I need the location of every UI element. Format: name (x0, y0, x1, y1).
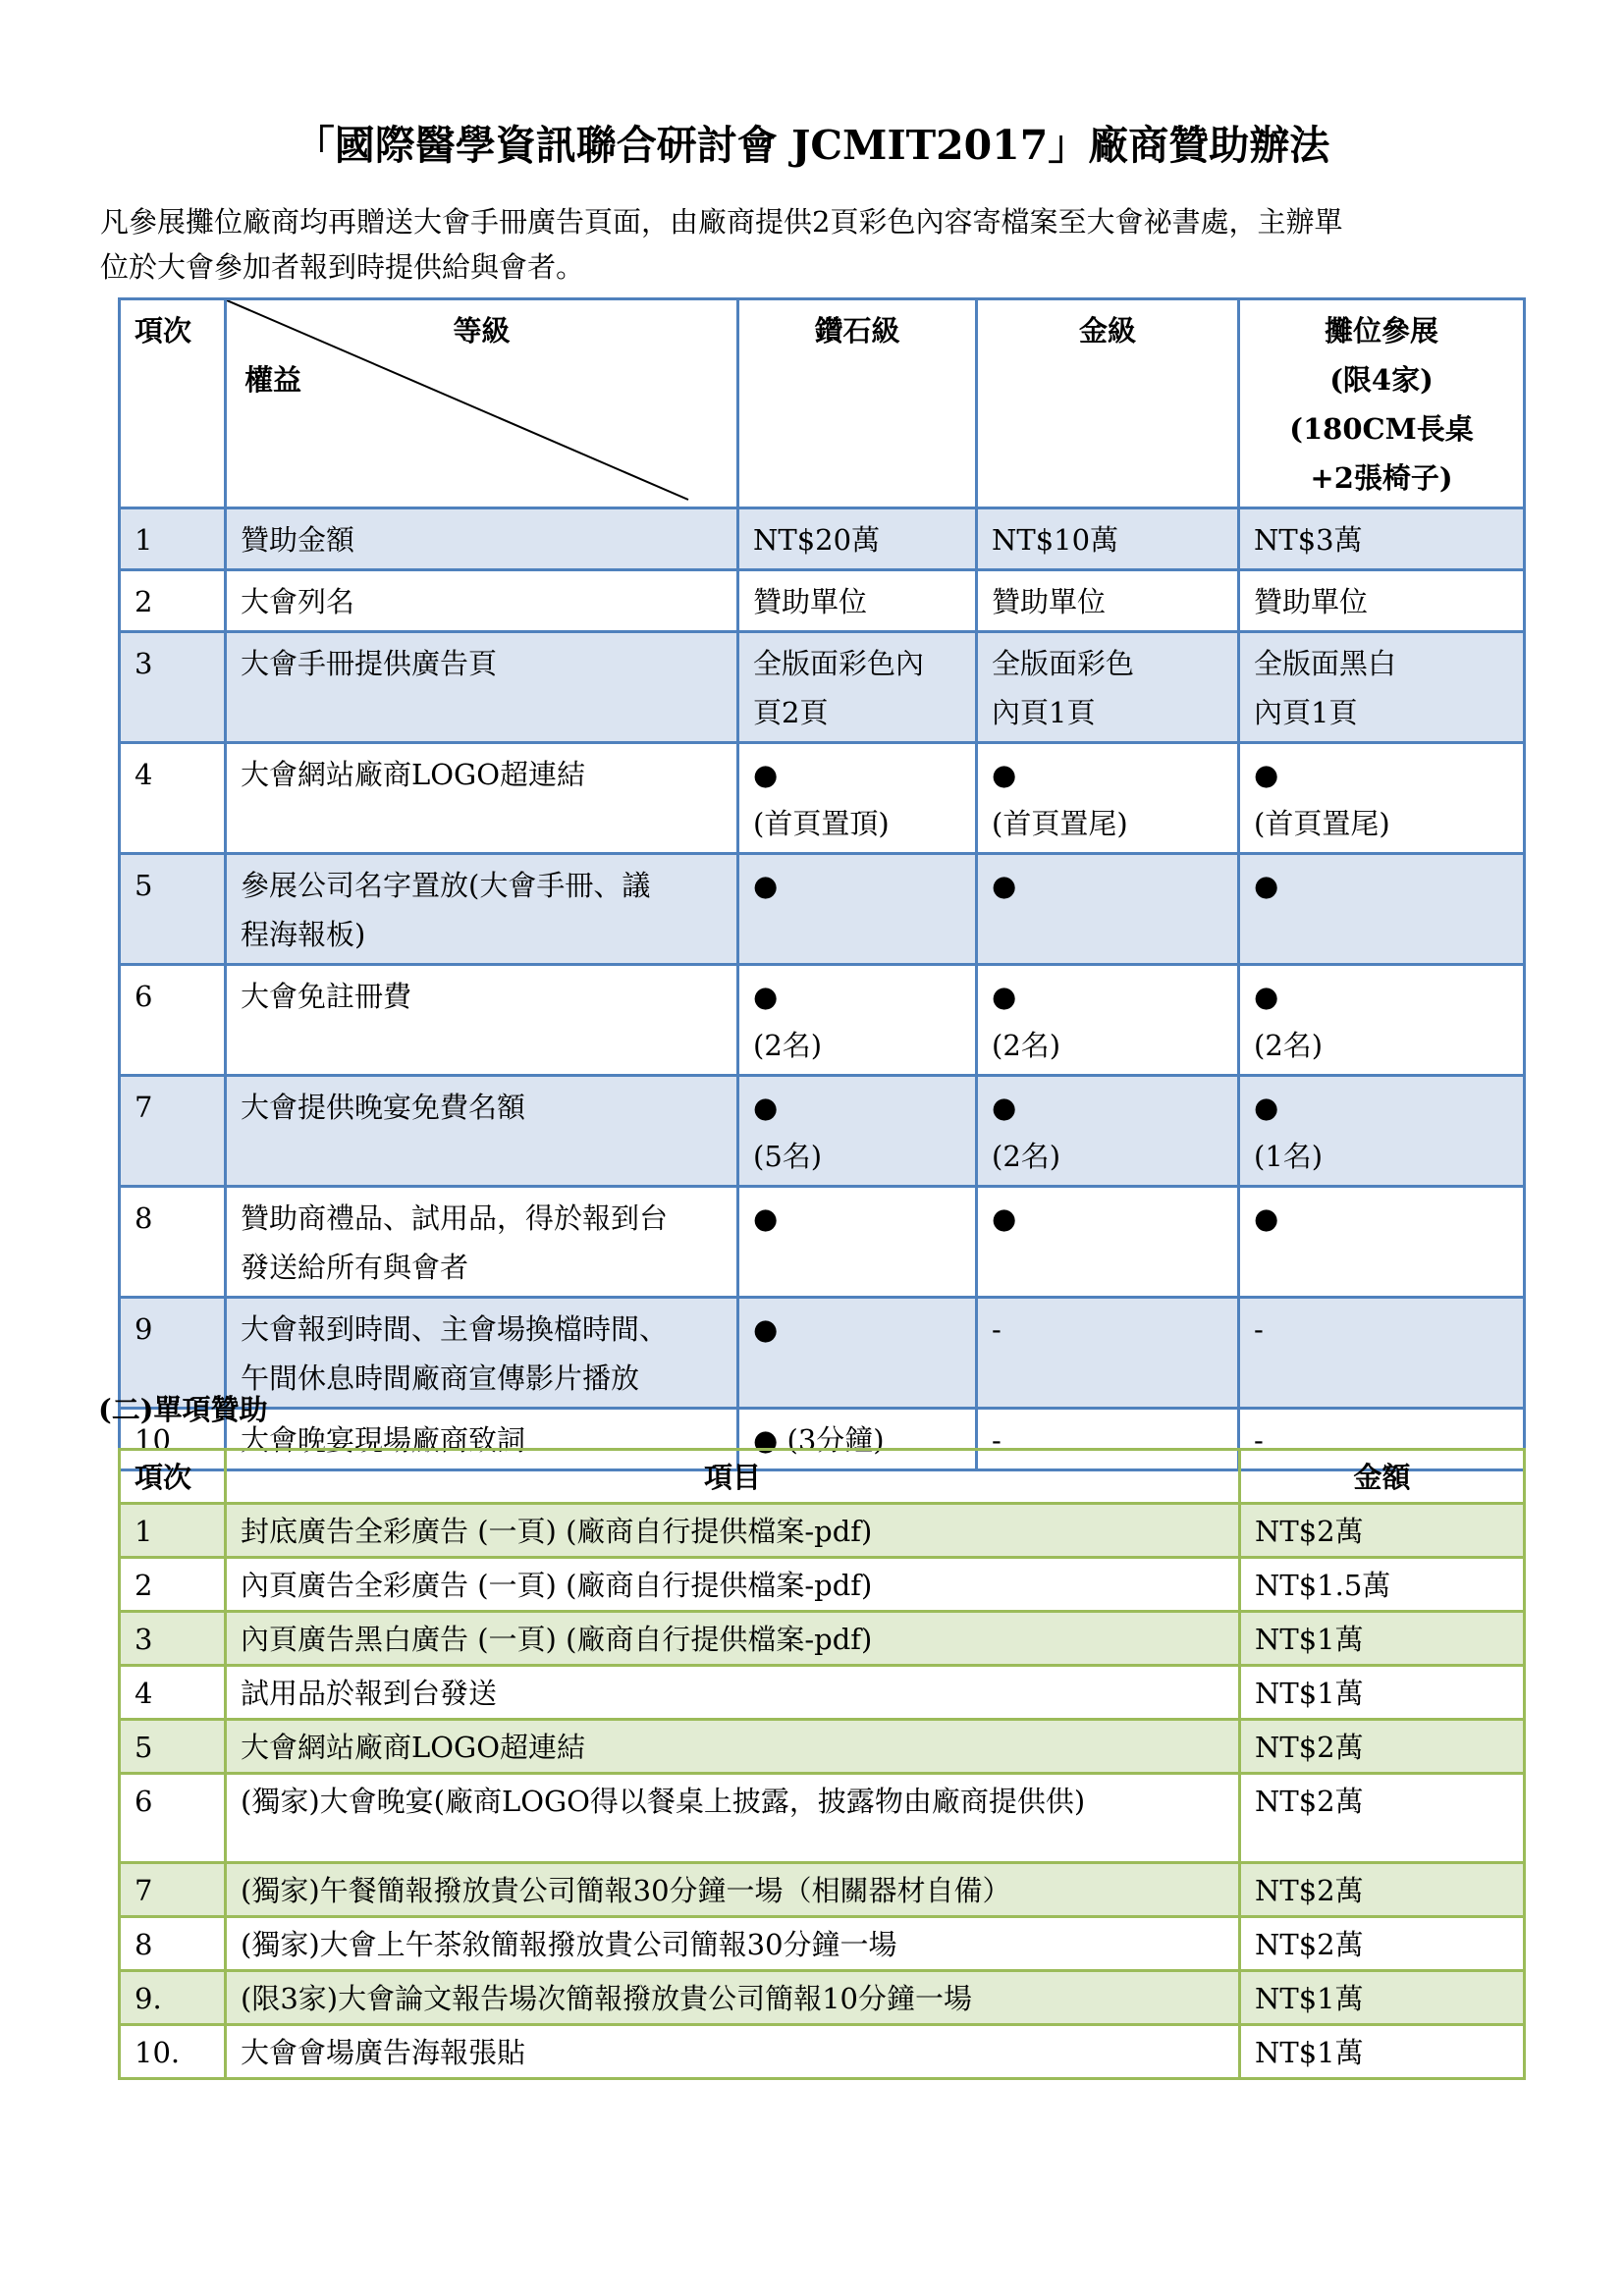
item-amount-text: NT$2萬 (1255, 1515, 1364, 1548)
cell-gold-line: (2名) (992, 1140, 1061, 1173)
tier-table-row (120, 854, 1525, 965)
cell-booth-line: - (1254, 1312, 1264, 1346)
cell-gold-line: (首頁置尾) (992, 807, 1128, 840)
item-amount (1240, 1971, 1525, 2025)
intro-line: 位於大會參加者報到時提供給與會者。 (100, 250, 585, 284)
cell-booth-line: ● (1254, 758, 1279, 791)
cell-item-line: 程海報板) (241, 918, 366, 951)
header-item: 項目 (226, 1450, 1240, 1504)
cell-booth-line: ● (1254, 980, 1279, 1013)
row-number (120, 1863, 226, 1917)
cell-item (226, 508, 738, 570)
item-amount-text: NT$2萬 (1255, 1928, 1364, 1961)
cell-gold-line: ● (992, 980, 1017, 1013)
row-number-text: 2 (135, 1569, 153, 1602)
cell-booth-line: - (1254, 1423, 1264, 1457)
row-number-text: 1 (135, 1515, 153, 1548)
item-table-row (120, 1504, 1525, 1558)
row-number-text: 8 (135, 1928, 153, 1961)
tier-table-header-row (120, 299, 1525, 508)
cell-gold (977, 508, 1239, 570)
row-number (120, 1720, 226, 1774)
cell-diamond (738, 570, 977, 632)
item-amount (1240, 1504, 1525, 1558)
cell-booth-line: ● (1254, 1201, 1279, 1235)
item-amount-text: NT$2萬 (1255, 1731, 1364, 1764)
cell-gold (977, 1187, 1239, 1298)
sponsorship-tier-table (118, 297, 1526, 1471)
cell-item-line: 贊助金額 (241, 523, 355, 557)
cell-gold (977, 743, 1239, 854)
cell-booth-line: 全版面黑白 (1254, 647, 1397, 680)
cell-booth-line: (1名) (1254, 1140, 1324, 1173)
cell-item (226, 1076, 738, 1187)
cell-booth (1239, 965, 1525, 1076)
cell-gold-line: 贊助單位 (992, 585, 1107, 618)
cell-gold-line: ● (992, 758, 1017, 791)
cell-diamond (738, 632, 977, 743)
item-amount (1240, 1774, 1525, 1863)
header-booth-line: +2張椅子) (1310, 461, 1453, 495)
cell-diamond-line: ● (753, 980, 779, 1013)
cell-item-line: 大會網站廠商LOGO超連結 (241, 758, 585, 791)
row-number-text: 9. (135, 1982, 162, 2015)
cell-diamond-line: ● (753, 1312, 779, 1346)
item-amount-text: NT$1萬 (1255, 1677, 1364, 1710)
cell-diamond (738, 854, 977, 965)
row-number-text: 4 (135, 1677, 153, 1710)
item-amount (1240, 2025, 1525, 2079)
cell-diamond (738, 1298, 977, 1409)
cell-diamond (738, 965, 977, 1076)
item-description (226, 1504, 1240, 1558)
header-gold: 金級 (977, 299, 1239, 508)
item-description (226, 1971, 1240, 2025)
item-description (226, 1666, 1240, 1720)
tier-table-row (120, 965, 1525, 1076)
item-description (226, 2025, 1240, 2079)
header-booth (1239, 299, 1525, 508)
row-number (120, 1774, 226, 1863)
item-amount (1240, 1666, 1525, 1720)
cell-diamond-line: 頁2頁 (753, 696, 829, 729)
intro-line: 凡參展攤位廠商均再贈送大會手冊廣告頁面，由廠商提供2頁彩色內容寄檔案至大會祕書處，主辦單 (100, 205, 1343, 239)
cell-item-line: 贊助商禮品、試用品，得於報到台 (241, 1201, 669, 1235)
item-description (226, 1720, 1240, 1774)
cell-diamond-line: ● (3分鐘) (753, 1423, 885, 1457)
item-description-text: (限3家)大會論文報告場次簡報撥放貴公司簡報10分鐘一場 (241, 1982, 972, 2015)
cell-diamond-line: (5名) (753, 1140, 823, 1173)
cell-diamond (738, 743, 977, 854)
tier-table-row (120, 1076, 1525, 1187)
cell-gold (977, 570, 1239, 632)
row-number: 8 (120, 1187, 226, 1298)
cell-diamond-line: NT$20萬 (753, 523, 881, 557)
cell-booth-line: 內頁1頁 (1254, 696, 1358, 729)
row-number: 4 (120, 743, 226, 854)
tier-table-row (120, 570, 1525, 632)
cell-booth (1239, 508, 1525, 570)
header-grade: 等級 (453, 314, 511, 347)
cell-booth-line: ● (1254, 1091, 1279, 1124)
cell-item-line: 大會手冊提供廣告頁 (241, 647, 498, 680)
tier-table-row (120, 632, 1525, 743)
cell-gold-line: - (992, 1423, 1001, 1457)
cell-booth-line: (2名) (1254, 1029, 1324, 1062)
cell-item (226, 1298, 738, 1409)
header-rights: 權益 (244, 363, 302, 397)
cell-item (226, 570, 738, 632)
cell-gold (977, 632, 1239, 743)
item-table-header-row (120, 1450, 1525, 1504)
item-description-text: 內頁廣告全彩廣告 (一頁) (廠商自行提供檔案-pdf) (241, 1569, 873, 1602)
cell-item-line: 發送給所有與會者 (241, 1251, 469, 1284)
cell-diamond (738, 1076, 977, 1187)
cell-diamond-line: ● (753, 758, 779, 791)
cell-gold-line: 內頁1頁 (992, 696, 1096, 729)
item-description-text: (獨家)大會上午茶敘簡報撥放貴公司簡報30分鐘一場 (241, 1928, 897, 1961)
item-table-row (120, 2025, 1525, 2079)
item-table-row (120, 1612, 1525, 1666)
header-booth-line: 攤位參展 (1324, 314, 1438, 347)
row-number (120, 1558, 226, 1612)
item-table-row (120, 1863, 1525, 1917)
cell-booth (1239, 1187, 1525, 1298)
cell-booth (1239, 570, 1525, 632)
item-description-text: (獨家)午餐簡報撥放貴公司簡報30分鐘一場（相關器材自備） (241, 1874, 1011, 1907)
item-table-row (120, 1971, 1525, 2025)
cell-gold (977, 965, 1239, 1076)
cell-item-line: 午間休息時間廠商宣傳影片播放 (241, 1362, 640, 1395)
cell-item-line: 大會報到時間、主會場換檔時間、 (241, 1312, 669, 1346)
cell-item-line: 大會免註冊費 (241, 980, 412, 1013)
item-amount-text: NT$2萬 (1255, 1785, 1364, 1818)
cell-booth-line: ● (1254, 869, 1279, 902)
header-booth-line: (180CM長桌 (1289, 412, 1474, 446)
cell-diamond-line: 贊助單位 (753, 585, 868, 618)
row-number-text: 6 (135, 1785, 153, 1818)
cell-item (226, 632, 738, 743)
item-description (226, 1863, 1240, 1917)
cell-gold-line: (2名) (992, 1029, 1061, 1062)
cell-diamond-line: ● (753, 1201, 779, 1235)
item-description-text: 大會網站廠商LOGO超連結 (241, 1731, 585, 1764)
row-number: 2 (120, 570, 226, 632)
header-diamond: 鑽石級 (738, 299, 977, 508)
cell-diamond-line: (2名) (753, 1029, 823, 1062)
row-number (120, 1504, 226, 1558)
item-amount-text: NT$1.5萬 (1255, 1569, 1391, 1602)
cell-item-line: 大會列名 (241, 585, 355, 618)
row-number: 6 (120, 965, 226, 1076)
item-amount-text: NT$1萬 (1255, 1982, 1364, 2015)
item-amount-text: NT$1萬 (1255, 2036, 1364, 2069)
cell-diamond-line: 全版面彩色內 (753, 647, 925, 680)
row-number: 3 (120, 632, 226, 743)
item-amount (1240, 1863, 1525, 1917)
cell-gold-line: 全版面彩色 (992, 647, 1135, 680)
row-number: 7 (120, 1076, 226, 1187)
cell-item-line: 大會晚宴現場廠商致詞 (241, 1423, 526, 1457)
row-number (120, 1666, 226, 1720)
tier-table-row (120, 743, 1525, 854)
item-table-row (120, 1720, 1525, 1774)
row-number: 10 (120, 1409, 226, 1470)
tier-table-row (120, 1187, 1525, 1298)
item-description (226, 1917, 1240, 1971)
row-number-text: 10. (135, 2036, 181, 2069)
item-description-text: (獨家)大會晚宴(廠商LOGO得以餐桌上披露，披露物由廠商提供供) (241, 1785, 1086, 1818)
cell-diamond-line: ● (753, 869, 779, 902)
item-description (226, 1774, 1240, 1863)
item-table-row (120, 1917, 1525, 1971)
row-number-text: 5 (135, 1731, 153, 1764)
cell-gold (977, 854, 1239, 965)
item-amount (1240, 1612, 1525, 1666)
cell-booth-line: NT$3萬 (1254, 523, 1363, 557)
item-description (226, 1558, 1240, 1612)
single-item-sponsorship-table (118, 1448, 1526, 2080)
cell-gold-line: - (992, 1312, 1001, 1346)
cell-item (226, 854, 738, 965)
page-title: 「國際醫學資訊聯合研討會 JCMIT2017」廠商贊助辦法 (294, 122, 1330, 169)
tier-table-row (120, 1298, 1525, 1409)
section-title: (二)單項贊助 (98, 1393, 268, 1426)
cell-diamond-line: ● (753, 1091, 779, 1124)
cell-gold-line: ● (992, 1201, 1017, 1235)
cell-gold-line: ● (992, 1091, 1017, 1124)
item-amount-text: NT$1萬 (1255, 1623, 1364, 1656)
row-number-text: 7 (135, 1874, 153, 1907)
row-number (120, 1971, 226, 2025)
row-number-text: 3 (135, 1623, 153, 1656)
row-number: 9 (120, 1298, 226, 1409)
cell-booth (1239, 1076, 1525, 1187)
item-amount (1240, 1917, 1525, 1971)
header-amount: 金額 (1240, 1450, 1525, 1504)
item-table-row (120, 1774, 1525, 1863)
item-description-text: 內頁廣告黑白廣告 (一頁) (廠商自行提供檔案-pdf) (241, 1623, 873, 1656)
row-number: 1 (120, 508, 226, 570)
cell-diamond (738, 1187, 977, 1298)
header-grade-rights-cell (226, 299, 738, 508)
item-description-text: 試用品於報到台發送 (241, 1677, 498, 1710)
cell-gold (977, 1076, 1239, 1187)
cell-booth (1239, 743, 1525, 854)
cell-gold (977, 1298, 1239, 1409)
item-amount (1240, 1558, 1525, 1612)
item-description (226, 1612, 1240, 1666)
cell-gold-line: NT$10萬 (992, 523, 1119, 557)
intro-paragraph (100, 199, 1534, 290)
cell-booth (1239, 1298, 1525, 1409)
row-number (120, 1917, 226, 1971)
tier-table-row (120, 508, 1525, 570)
cell-booth-line: 贊助單位 (1254, 585, 1369, 618)
row-number: 5 (120, 854, 226, 965)
item-amount-text: NT$2萬 (1255, 1874, 1364, 1907)
item-table-row (120, 1558, 1525, 1612)
item-amount (1240, 1720, 1525, 1774)
cell-gold-line: ● (992, 869, 1017, 902)
cell-item (226, 743, 738, 854)
item-table-row (120, 1666, 1525, 1720)
cell-item-line: 大會提供晚宴免費名額 (241, 1091, 526, 1124)
header-booth-line: (限4家) (1329, 363, 1434, 397)
cell-item (226, 1187, 738, 1298)
cell-booth (1239, 854, 1525, 965)
row-number (120, 2025, 226, 2079)
cell-item-line: 參展公司名字置放(大會手冊、議 (241, 869, 651, 902)
cell-item (226, 965, 738, 1076)
item-description-text: 封底廣告全彩廣告 (一頁) (廠商自行提供檔案-pdf) (241, 1515, 873, 1548)
cell-diamond (738, 508, 977, 570)
header-item-no: 項次 (120, 299, 226, 508)
row-number (120, 1612, 226, 1666)
cell-booth (1239, 632, 1525, 743)
header-item-no: 項次 (120, 1450, 226, 1504)
cell-diamond-line: (首頁置頂) (753, 807, 890, 840)
item-description-text: 大會會場廣告海報張貼 (241, 2036, 526, 2069)
cell-booth-line: (首頁置尾) (1254, 807, 1390, 840)
